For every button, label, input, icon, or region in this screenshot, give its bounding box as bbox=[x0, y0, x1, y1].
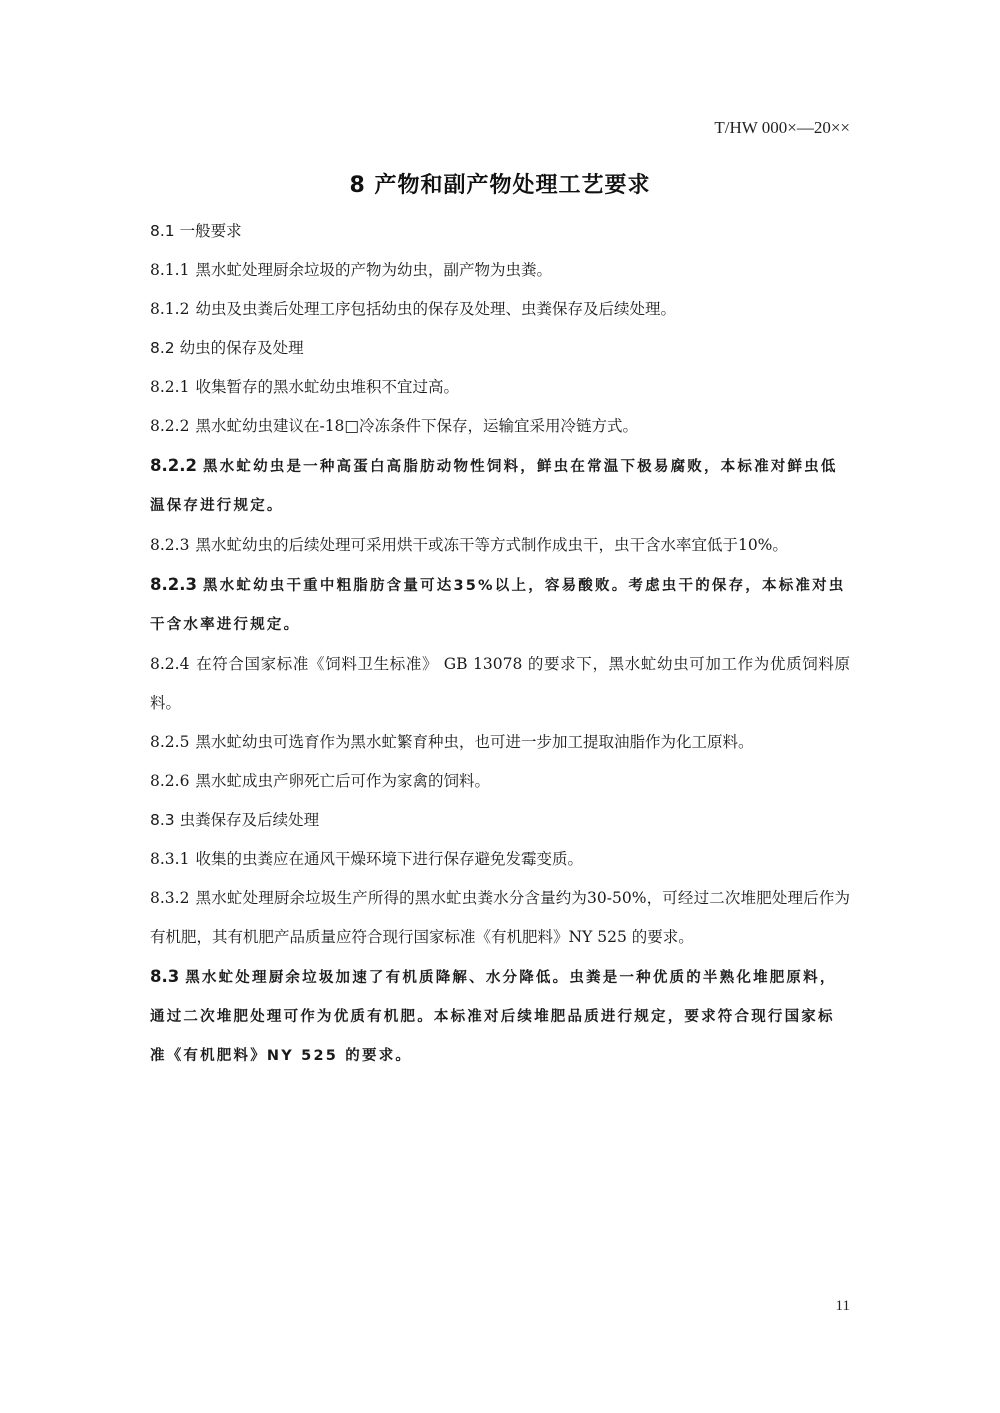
paragraph-8-2-3 bbox=[150, 526, 850, 565]
paragraph-8-2-4 bbox=[150, 645, 850, 723]
explanatory-note-8-2-3 bbox=[150, 565, 850, 645]
clause-text: 黑水虻处理厨余垃圾的产物为幼虫，副产物为虫粪。 bbox=[195, 261, 552, 279]
clause-text: 幼虫及虫粪后处理工序包括幼虫的保存及处理、虫粪保存及后续处理。 bbox=[195, 300, 676, 318]
clause-number: 8.2.4 bbox=[150, 655, 190, 673]
paragraph-8-3-1 bbox=[150, 840, 850, 879]
paragraph-8-2-6 bbox=[150, 762, 850, 801]
clause-text: 收集的虫粪应在通风干燥环境下进行保存避免发霉变质。 bbox=[195, 850, 583, 868]
paragraph-8-3-2 bbox=[150, 879, 850, 957]
clause-number: 8.2.3 bbox=[150, 536, 190, 554]
clause-number: 8.2.1 bbox=[150, 378, 190, 396]
heading-8-2: 8.2 幼虫的保存及处理 bbox=[150, 339, 304, 357]
clause-number: 8.1.1 bbox=[150, 261, 190, 279]
clause-number: 8.3.2 bbox=[150, 889, 190, 907]
clause-number: 8.3.1 bbox=[150, 850, 190, 868]
paragraph-8-2-1 bbox=[150, 368, 850, 407]
explanatory-note-8-2-2 bbox=[150, 446, 850, 526]
clause-text: 黑水虻成虫产卵死亡后可作为家禽的饲料。 bbox=[195, 772, 490, 790]
clause-number: 8.2.2 bbox=[150, 417, 190, 435]
heading-8-1: 8.1 一般要求 bbox=[150, 222, 242, 240]
paragraph-8-2-2 bbox=[150, 407, 850, 446]
note-number: 8.2.2 bbox=[150, 456, 197, 475]
clause-number: 8.2.5 bbox=[150, 733, 190, 751]
clause-text: 黑水虻幼虫的后续处理可采用烘干或冻干等方式制作成虫干，虫干含水率宜低于10%。 bbox=[195, 536, 788, 554]
note-number: 8.2.3 bbox=[150, 575, 197, 594]
clause-number: 8.1.2 bbox=[150, 300, 190, 318]
paragraph-8-1-1 bbox=[150, 251, 850, 290]
document-body bbox=[150, 212, 850, 1076]
note-number: 8.3 bbox=[150, 967, 180, 986]
explanatory-note-8-3 bbox=[150, 957, 850, 1076]
clause-text: 黑水虻幼虫建议在-18□冷冻条件下保存，运输宜采用冷链方式。 bbox=[195, 417, 639, 435]
note-text: 黑水虻处理厨余垃圾加速了有机质降解、水分降低。虫粪是一种优质的半熟化堆肥原料，通过二次堆肥处理可作为优质有机肥。本标准对后续堆肥品质进行规定，要求符合现行国家标准《有机肥料》NY 525 的要求。 bbox=[150, 970, 837, 1064]
document-code: T/HW 000×—20×× bbox=[714, 118, 850, 137]
page-number: 11 bbox=[835, 1298, 850, 1314]
note-text: 黑水虻幼虫干重中粗脂肪含量可达35%以上，容易酸败。考虑虫干的保存，本标准对虫干含水率进行规定。 bbox=[150, 578, 846, 633]
clause-text: 收集暂存的黑水虻幼虫堆积不宜过高。 bbox=[195, 378, 459, 396]
paragraph-8-2-5 bbox=[150, 723, 850, 762]
note-text: 黑水虻幼虫是一种高蛋白高脂肪动物性饲料，鲜虫在常温下极易腐败，本标准对鲜虫低温保存进行规定。 bbox=[150, 459, 838, 514]
heading-8-3: 8.3 虫粪保存及后续处理 bbox=[150, 811, 320, 829]
clause-text: 在符合国家标准《饲料卫生标准》 GB 13078 的要求下，黑水虻幼虫可加工作为优质饲料原料。 bbox=[150, 655, 850, 712]
clause-number: 8.2.6 bbox=[150, 772, 190, 790]
clause-text: 黑水虻处理厨余垃圾生产所得的黑水虻虫粪水分含量约为30-50%，可经过二次堆肥处理后作为有机肥，其有机肥产品质量应符合现行国家标准《有机肥料》NY 525 的要求。 bbox=[150, 889, 850, 946]
section-title: 8 产物和副产物处理工艺要求 bbox=[349, 173, 651, 198]
paragraph-8-1-2 bbox=[150, 290, 850, 329]
clause-text: 黑水虻幼虫可选育作为黑水虻繁育种虫，也可进一步加工提取油脂作为化工原料。 bbox=[195, 733, 754, 751]
